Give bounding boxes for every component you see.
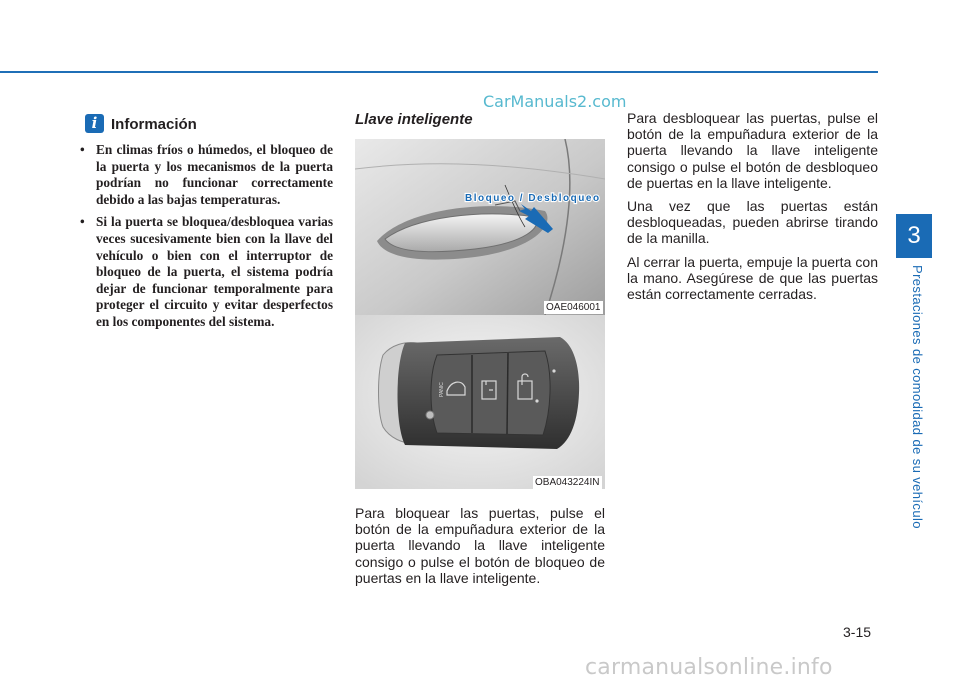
watermark-top[interactable]: CarManuals2.com (483, 92, 627, 111)
panic-label: PANIC (439, 382, 445, 397)
paragraph: Para desbloquear las puertas, pulse el botón de la empuñadura exterior de la puerta llevando la llave inteligente consigo o pulse el botón de desbloqueo de puertas en la llave inteligente. (627, 110, 878, 191)
smart-key-photo (355, 315, 605, 489)
chapter-tab[interactable]: 3 (896, 214, 932, 258)
figure-code: OAE046001 (546, 302, 601, 313)
door-handle-photo (355, 139, 605, 315)
header-rule (0, 71, 878, 73)
paragraph: Una vez que las puertas están desbloqueadas, pueden abrirse tirando de la manilla. (627, 198, 878, 247)
unlock-instructions (627, 110, 878, 302)
info-icon: i (85, 114, 104, 133)
info-title: Información (111, 116, 197, 133)
lock-instructions: Para bloquear las puertas, pulse el botón de la empuñadura exterior de la puerta llevando la llave inteligente consigo o pulse el botón de bloqueo de puertas en la llave inteligente. (355, 505, 605, 586)
callout-label: Bloqueo / Desbloqueo (465, 193, 601, 204)
info-bullet: • Si la puerta se bloquea/desbloquea varias veces sucesivamente bien con la llave del vehículo o bien con el interruptor de bloqueo de la puerta, el sistema podría dejar de funcionar temporalmente para proteger el circuito y evitar desperfectos en los componentes del sistema. (80, 214, 333, 330)
info-bullet: • En climas fríos o húmedos, el bloqueo de la puerta y los mecanismos de la puerta podrían no funcionar correctamente debido a las bajas temperaturas. (80, 142, 333, 208)
figure-code: OBA043224IN (535, 477, 600, 488)
chapter-title: Prestaciones de comodidad de su vehículo (910, 265, 925, 529)
page-number: 3-15 (843, 624, 872, 640)
info-bullet-list (80, 142, 333, 337)
section-heading: Llave inteligente (355, 111, 473, 128)
paragraph: Al cerrar la puerta, empuje la puerta con la mano. Asegúrese de que las puertas están correctamente cerradas. (627, 253, 878, 303)
watermark-bottom[interactable]: carmanualsonline.info (585, 655, 833, 680)
